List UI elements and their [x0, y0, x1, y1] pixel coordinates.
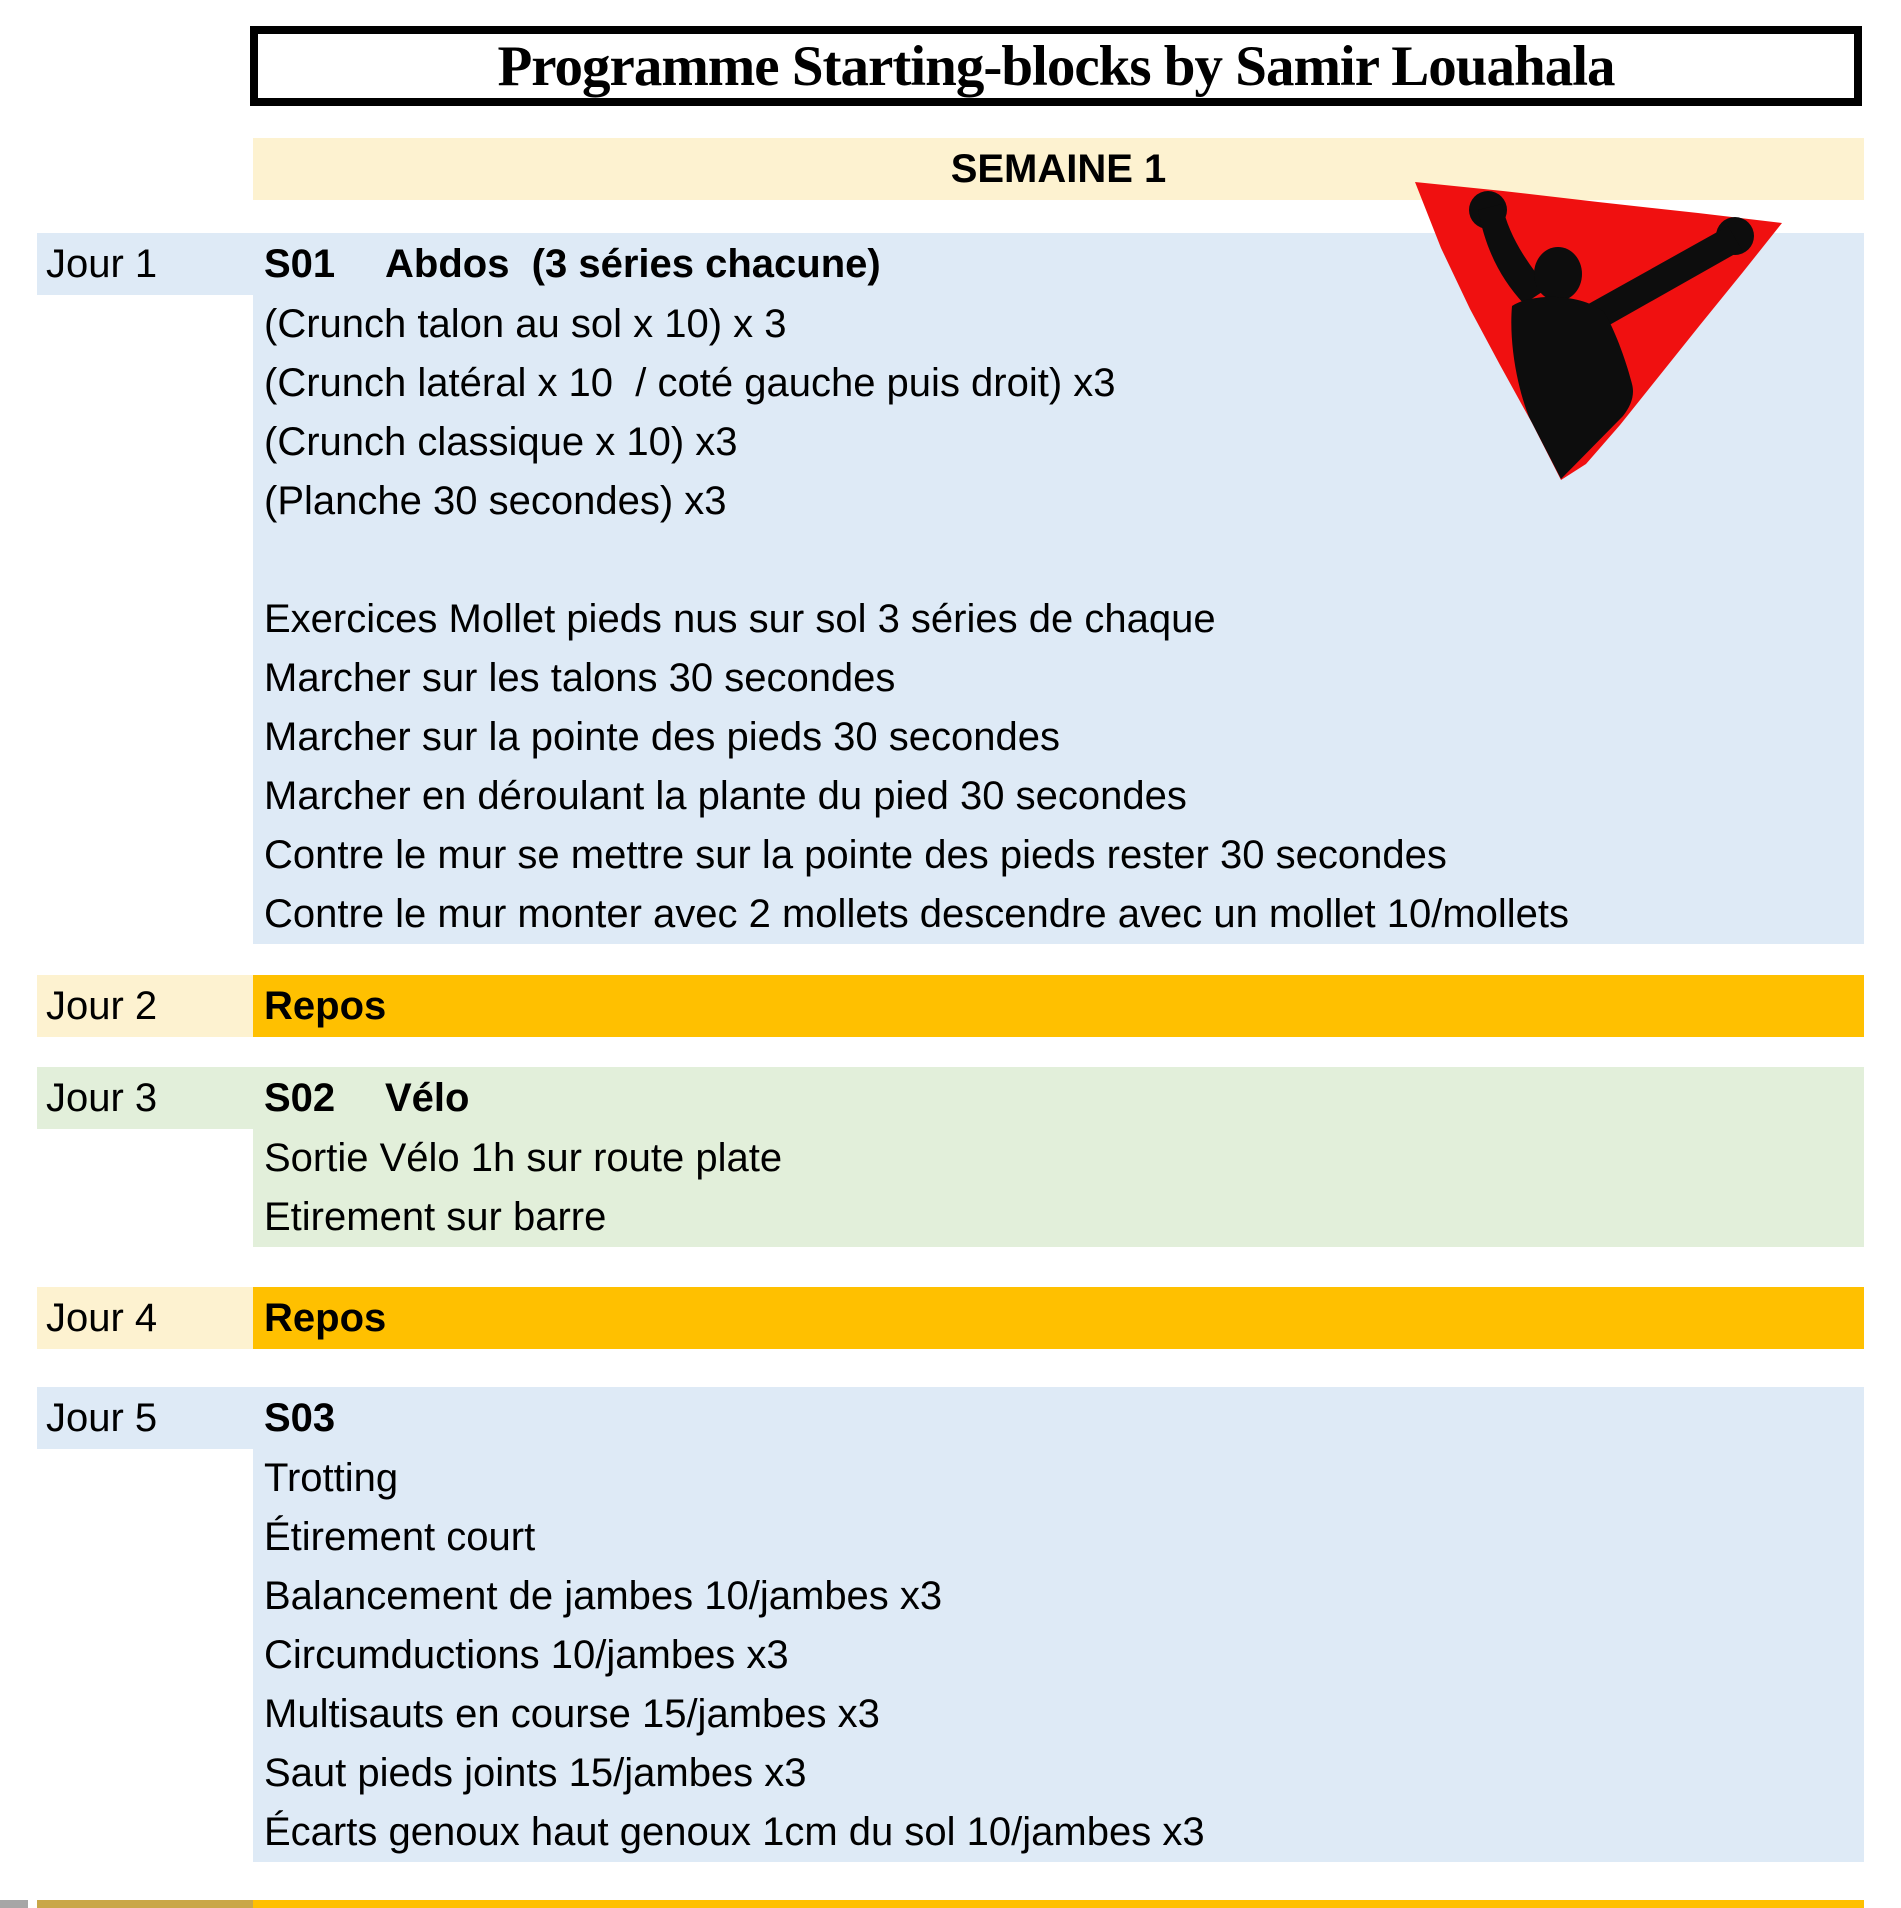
page-title: Programme Starting-blocks by Samir Louahala	[497, 34, 1615, 98]
day-label-jour-3: Jour 3	[37, 1067, 253, 1129]
exercise-line: Etirement sur barre	[253, 1188, 1864, 1247]
session-code: S03	[264, 1395, 336, 1440]
session-heading-row	[253, 1387, 1864, 1449]
session-heading-row	[253, 1067, 1864, 1129]
exercise-line: Balancement de jambes 10/jambes x3	[253, 1567, 1864, 1626]
rest-banner: Repos	[253, 975, 1864, 1037]
session-code: S01	[264, 241, 336, 286]
exercise-line: Multisauts en course 15/jambes x3	[253, 1685, 1864, 1744]
exercise-line: Exercices Mollet pieds nus sur sol 3 séries de chaque	[253, 590, 1864, 649]
day-label-jour-2: Jour 2	[37, 975, 253, 1037]
exercise-line: Marcher sur la pointe des pieds 30 secondes	[253, 708, 1864, 767]
exercise-line: Marcher en déroulant la plante du pied 30 secondes	[253, 767, 1864, 826]
session-title: Abdos (3 séries chacune)	[385, 241, 881, 286]
day-content-jour-2	[253, 975, 1864, 1037]
next-row-partial-banner	[253, 1900, 1864, 1908]
exercise-line: Trotting	[253, 1449, 1864, 1508]
day-content-jour-4	[253, 1287, 1864, 1349]
next-row-partial-edge	[0, 1900, 28, 1908]
exercise-line: Circumductions 10/jambes x3	[253, 1626, 1864, 1685]
title-box	[250, 26, 1862, 106]
exercise-line: Sortie Vélo 1h sur route plate	[253, 1129, 1864, 1188]
exercise-line: Écarts genoux haut genoux 1cm du sol 10/jambes x3	[253, 1803, 1864, 1862]
exercise-line: Contre le mur se mettre sur la pointe des pieds rester 30 secondes	[253, 826, 1864, 885]
exercise-line: (Crunch talon au sol x 10) x 3	[253, 295, 1864, 354]
session-code: S02	[264, 1075, 336, 1120]
next-row-partial-label	[37, 1900, 253, 1908]
week-banner-label: SEMAINE 1	[950, 146, 1167, 191]
exercise-line: (Crunch latéral x 10 / coté gauche puis droit) x3	[253, 354, 1864, 413]
day-label-jour-5: Jour 5	[37, 1387, 253, 1449]
exercise-line: Étirement court	[253, 1508, 1864, 1567]
exercise-line: (Crunch classique x 10) x3	[253, 413, 1864, 472]
session-title: Vélo	[385, 1075, 470, 1120]
exercise-line: Saut pieds joints 15/jambes x3	[253, 1744, 1864, 1803]
day-label-jour-1: Jour 1	[37, 233, 253, 295]
day-label-jour-4: Jour 4	[37, 1287, 253, 1349]
exercise-line: Contre le mur monter avec 2 mollets descendre avec un mollet 10/mollets	[253, 885, 1864, 944]
blank-line	[253, 531, 1864, 590]
exercise-line: (Planche 30 secondes) x3	[253, 472, 1864, 531]
exercise-line: Marcher sur les talons 30 secondes	[253, 649, 1864, 708]
day-content-jour-5	[253, 1387, 1864, 1862]
rest-banner: Repos	[253, 1287, 1864, 1349]
day-content-jour-3	[253, 1067, 1864, 1247]
athlete-victory-logo	[1408, 176, 1788, 486]
